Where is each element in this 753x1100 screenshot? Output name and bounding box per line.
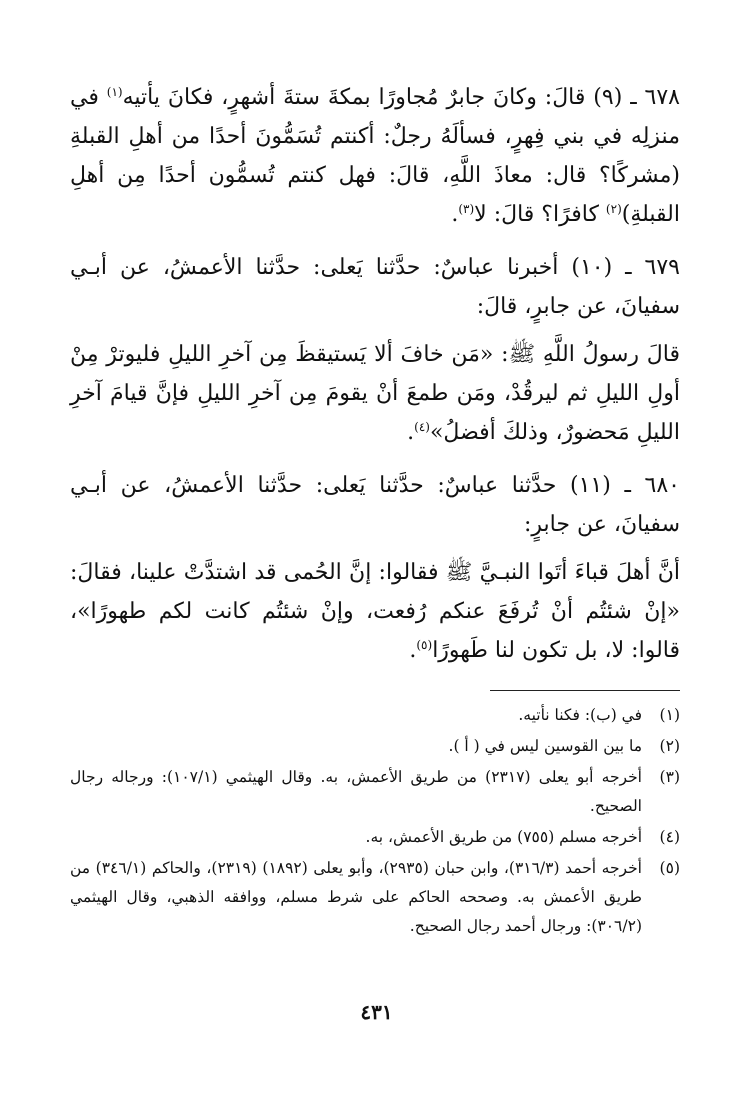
footnote-number: (٤) [659,828,680,846]
footnote-marker: (٥) [416,638,433,652]
footnote-item [70,732,680,761]
text-segment: . [451,202,459,227]
footnote-text: أخرجه مسلم (٧٥٥) من طريق الأعمش، به. [365,828,642,846]
paragraph-h680-isnad [70,466,680,544]
page-content [70,78,680,943]
footnote-text: أخرجه أحمد (٣١٦/٣)، وابن حبان (٢٩٣٥)، وأبو يعلى (١٨٩٢) (٢٣١٩)، والحاكم (٣٤٦/١) من طريق الأعمش به. وصححه الحاكم على شرط مسلم، ووافقه الذهبي، وقال الهيثمي (٣٠٦/٢): ورجال أحمد رجال الصحيح. [70,859,642,935]
page-number: ٤٣١ [360,1000,393,1024]
text-segment: أنَّ أهلَ قباءَ أتَوا النبـيَّ ﷺ فقالوا: إنَّ الحُمى قد اشتدَّتْ علينا، فقالَ: «إنْ شئتُم أنْ تُرفَعَ عنكم رُفعت، وإنْ شئتُم كانت لكم طهورًا»، قالوا: لا، بل تكون لنا طَهورًا [70,560,680,663]
footnote-item [70,854,680,941]
footnote-item [70,823,680,852]
text-segment: . [409,638,417,663]
paragraph-h678 [70,78,680,234]
text-segment: في منزلِه في بني فِهرٍ، فسألَهُ رجلٌ: أكنتم تُسَمُّونَ أحدًا من أهلِ القبلةِ (مشركًا؟ قال: معاذَ اللَّهِ، قالَ: فهل كنتم تُسمُّون أحدًا مِن أهلِ القبلةِ) [70,85,680,227]
text-segment: . [407,420,415,445]
paragraph-h680-matn [70,553,680,670]
text-segment: ٦٨٠ ـ (١١) حدَّثنا عباسٌ: حدَّثنا يَعلى: حدَّثنا الأعمشُ، عن أبـي سفيانَ، عن جابرٍ: [70,473,680,537]
footnote-text: ما بين القوسين ليس في ( أ ). [448,737,642,755]
footnote-text: أخرجه أبو يعلى (٢٣١٧) من طريق الأعمش، به. وقال الهيثمي (١٠٧/١): ورجاله رجال الصحيح. [70,768,642,815]
paragraph-h679-matn [70,335,680,452]
footnote-item [70,701,680,730]
footnote-marker: (٣) [458,202,475,216]
main-text [70,78,680,670]
footnote-marker: (٢) [605,202,622,216]
footnote-marker: (٤) [414,420,430,434]
footnote-number: (٣) [659,768,680,786]
footnote-marker: (١) [106,85,123,99]
footnote-number: (٢) [659,737,680,755]
text-segment: ٦٧٩ ـ (١٠) أخبرنا عباسٌ: حدَّثنا يَعلى: حدَّثنا الأعمشُ، عن أبـي سفيانَ، عن جابرٍ، قالَ: [70,255,680,319]
footnote-number: (١) [659,706,680,724]
footnote-text: في (ب): فكنا نأتيه. [518,706,642,724]
text-segment: قالَ رسولُ اللَّهِ ﷺ: «مَن خافَ ألا يَستيقظَ مِن آخرِ الليلِ فليوترْ مِنْ أولِ الليلِ ثم ليرقُدْ، ومَن طمعَ أنْ يقومَ مِن آخرِ الليلِ فإنَّ قيامَ آخرِ الليلِ مَحضورٌ، وذلكَ أفضلُ» [70,342,680,445]
footnote-divider [490,690,680,691]
footnote-number: (٥) [659,859,680,877]
paragraph-h679-isnad [70,248,680,326]
footnotes [70,701,680,941]
footnote-item [70,763,680,821]
text-segment: كافرًا؟ قالَ: لا [474,202,606,227]
text-segment: ٦٧٨ ـ (٩) قالَ: وكانَ جابرٌ مُجاورًا بمكةَ ستةَ أشهرٍ، فكانَ يأتيه [122,85,680,110]
